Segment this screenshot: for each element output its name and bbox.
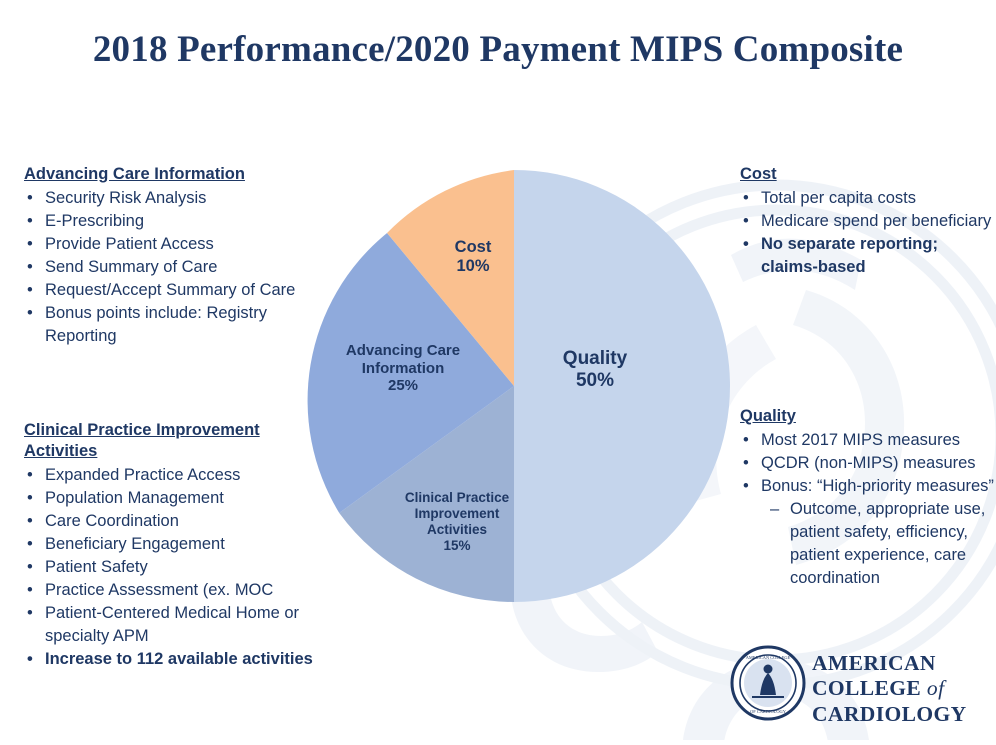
pie-label-name: Quality [562,348,628,369]
bullet-list [24,464,324,672]
bullet-list [24,187,324,349]
sub-bullet-list [740,498,996,590]
pie-label-value: 25% [387,377,419,395]
list-item-label: Patient Safety [45,557,148,576]
bullet-marker: • [27,650,33,669]
acc-line-2: COLLEGE [812,676,927,701]
bullet-marker: • [27,581,33,600]
bullet-marker: • [27,604,33,623]
list-item [740,475,996,498]
acc-seal-icon [730,645,806,721]
quality-block [740,406,996,590]
bullet-marker: • [743,188,749,207]
block-heading: Quality [740,407,796,425]
bullet-marker: • [743,234,749,253]
bullet-marker: • [743,430,749,449]
list-item-label: Medicare spend per beneficiary [761,211,992,230]
svg-text:AMERICAN COLLEGE: AMERICAN COLLEGE [745,655,791,660]
clinical-practice-improvement-activities-block [24,420,324,671]
page-title: 2018 Performance/2020 Payment MIPS Composite [92,29,904,70]
mips-composite-pie-chart [298,170,730,602]
bullet-marker: • [27,511,33,530]
acc-logo [730,645,980,725]
list-item-label: Expanded Practice Access [45,465,241,484]
list-item-label: No separate reporting; claims-based [761,234,938,277]
pie-label-value: 15% [443,537,471,553]
list-item-label: Security Risk Analysis [45,188,207,207]
list-item [24,648,324,671]
list-item [24,233,324,256]
list-item [740,452,996,475]
list-item-label: QCDR (non-MIPS) measures [761,453,976,472]
list-item [740,210,996,233]
bullet-marker: • [27,557,33,576]
bullet-marker: • [743,211,749,230]
list-item-label: Total per capita costs [761,188,916,207]
list-item-label: Population Management [45,488,224,507]
list-item-label: Bonus: “High-priority measures” [761,476,994,495]
list-item-label: Patient-Centered Medical Home or specialty APM [45,604,300,646]
bullet-marker: • [743,476,749,495]
list-item [24,487,324,510]
bullet-list [740,187,996,279]
list-item-label: Provide Patient Access [45,234,214,253]
list-item [24,210,324,233]
cost-block [740,164,996,279]
list-item [740,233,996,279]
bullet-marker: • [27,211,33,230]
list-item [24,187,324,210]
pie-label-value: 10% [456,257,490,276]
list-item [24,510,324,533]
block-heading: Clinical Practice Improvement Activities [24,421,260,460]
list-item [24,579,324,602]
acc-line-1: AMERICAN [812,651,936,675]
bullet-marker: • [27,534,33,553]
list-item [740,187,996,210]
list-item [24,556,324,579]
sub-list-item [768,498,996,590]
list-item [24,602,324,648]
list-item [24,256,324,279]
bullet-marker: • [27,234,33,253]
pie-svg [298,170,730,602]
list-item [24,464,324,487]
list-item [24,279,324,302]
list-item [24,533,324,556]
list-item-label: Most 2017 MIPS measures [761,430,960,449]
pie-label-name: Cost [454,238,492,256]
acc-line-2-of: of [926,676,945,701]
list-item-label: Increase to 112 available activities [45,650,313,669]
bullet-marker: • [27,465,33,484]
pie-slice-quality [514,170,730,602]
list-item [24,302,324,348]
list-item [740,429,996,452]
pie-label-value: 50% [575,370,615,392]
acc-logo-wordmark [812,651,967,727]
pie-label-name: Advancing Care Information [345,342,461,377]
block-heading: Advancing Care Information [24,165,245,183]
list-item-label: Care Coordination [45,511,179,530]
bullet-marker: • [743,453,749,472]
list-item-label: Practice Assessment (ex. MOC [45,581,274,600]
bullet-marker: • [27,304,33,323]
sub-list-item-label: Outcome, appropriate use, patient safety, efficiency, patient experience, care coordination [790,500,986,588]
bullet-marker: • [27,258,33,277]
bullet-list [740,429,996,498]
bullet-marker: • [27,488,33,507]
acc-line-3: CARDIOLOGY [812,701,967,726]
list-item-label: Request/Accept Summary of Care [45,281,296,300]
svg-text:OF CARDIOLOGY: OF CARDIOLOGY [750,709,786,714]
dash-marker: – [770,500,780,519]
list-item-label: Send Summary of Care [45,258,218,277]
list-item-label: Beneficiary Engagement [45,534,225,553]
list-item-label: E-Prescribing [45,211,145,230]
bullet-marker: • [27,281,33,300]
pie-label-name: Clinical Practice Improvement Activities [404,490,510,537]
advancing-care-information-block [24,164,324,348]
list-item-label: Bonus points include: Registry Reporting [45,304,267,346]
block-heading: Cost [740,165,777,183]
bullet-marker: • [27,188,33,207]
